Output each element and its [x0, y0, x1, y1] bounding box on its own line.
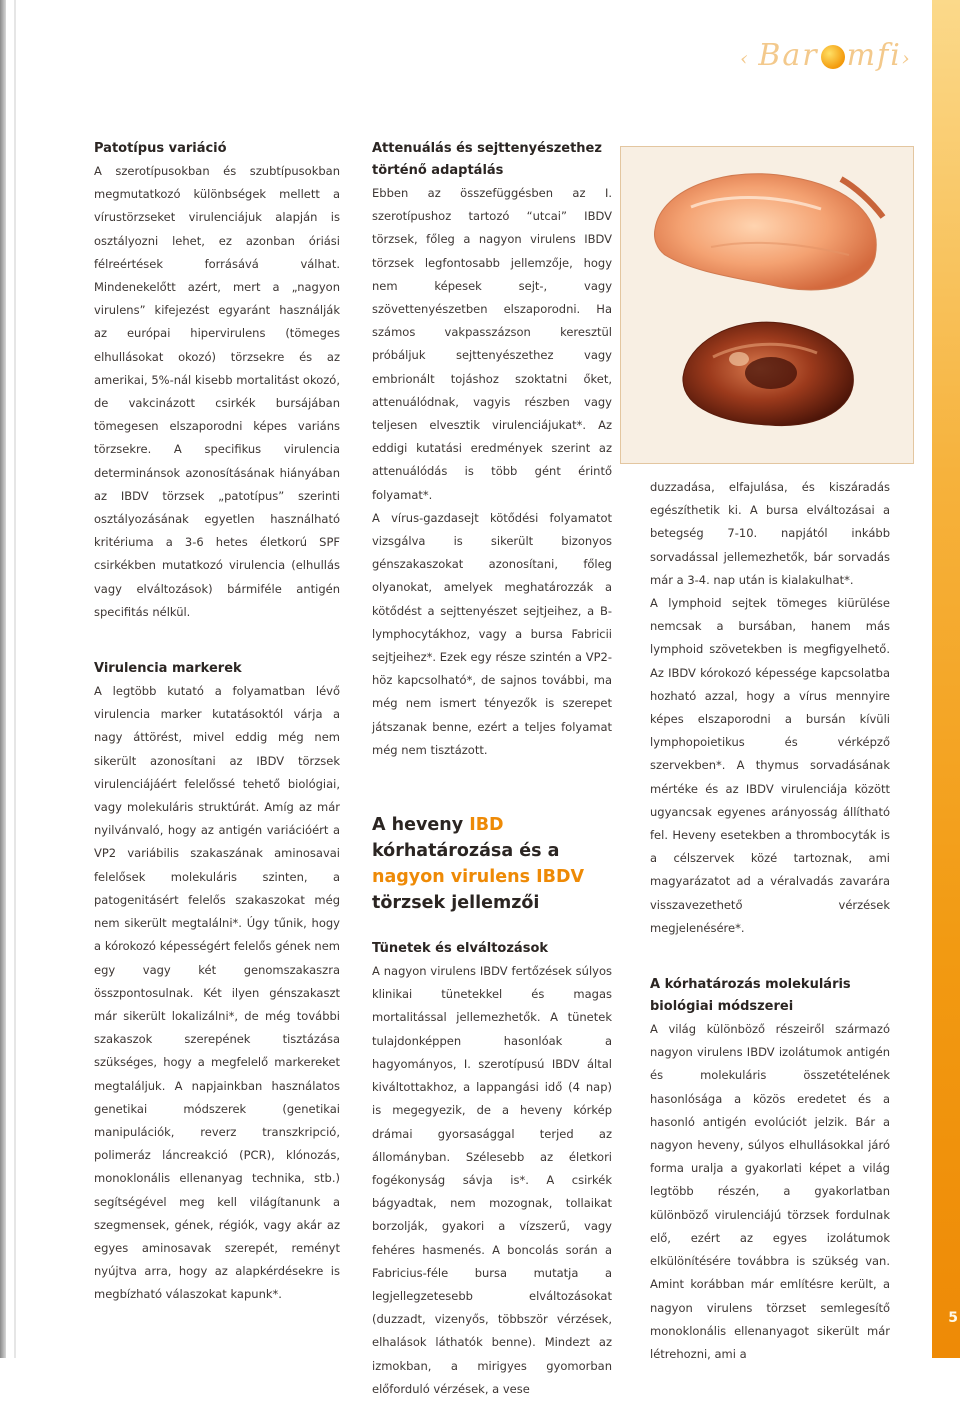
heading-patotipus: Patotípus variáció: [94, 141, 227, 156]
spacer: [94, 624, 340, 658]
paragraph-lymphoid: A lymphoid sejtek tömeges kiürülése nemcsak a bursában, hanem más lymphoid szövetekben is megfigyelhető. Az IBDV kórokozó képessége kapcsolatba hozható azzal, hogy a vírus mennyire képes elszaporodni a bursán kívüli lymphopoietikus és vérképző szervekben*. A thymus sorvadásának mértéke és az IBDV virulenciája között ugyancsak egyenes arányosság állítható fel. Heveny esetekben a thrombocyták is a célszervek közé tartoznak, ami magyarázatot ad a véralvadás zavarára visszavezethető vérzések megjelenésére*.: [650, 596, 890, 935]
heading-virulencia-markerek: Virulencia markerek: [94, 661, 242, 677]
paragraph-virulencia-markerek: A legtöbb kutató a folyamatban lévő virulencia marker kutatásoktól várja a nagy áttörést, mivel eddig még nem sikerült azonosítani az IBDV törzsek virulenciájáért felelőssé tehető biológiai, vagy molekuláris struktúrát. Amíg az már nyilvánvaló, hogy az antigén variációért a VP2 variábilis szakaszának aminosavai felelősek molekuláris szinten, a patogenitásért felelős szakaszokat még nem sikerült megtalálni*. Úgy tűnik, hogy a kórokozó képességért felelős gének nem egy vagy két genomszakaszra összpontosulnak. Két ilyen génszakaszt már sikerült lokalizálni*, de még további szakaszok szerepének tisztázása szükséges, hogy a megfelelő markereket megtaláljuk. A napjainkban használatos genetikai módszerek (genetikai manipulációk, reverz transzkripció, polimeráz láncreakció (PCR), klónozás, monoklonális ellenanyag technika, stb.) segítségével meg kell világítanunk a szegmensek, gének, régiók, vagy akár az egyes aminosavak szerepét, reményt nyújtva arra, hogy az alapkérdésekre is megbízható válaszokat kapunk*.: [94, 684, 340, 1302]
title-highlight-ibd: IBD: [469, 815, 504, 836]
brand-logo: [740, 38, 920, 88]
heading-molekularis: A kórhatározás molekuláris biológiai módszerei: [650, 977, 851, 1015]
logo-dot-icon: [821, 45, 845, 69]
title-part: A heveny: [372, 815, 470, 836]
column-left: [94, 138, 340, 1307]
section-title-heveny-ibd: [372, 812, 612, 916]
logo-text-part2: mfi: [846, 38, 902, 73]
paragraph-duzzadasa: duzzadása, elfajulása, és kiszáradás egészíthetik ki. A bursa elváltozásai a betegség 7-10. napjától inkább sorvadással jellemezhetők, bár sorvadás már a 3-4. nap után is kialakulhat*.: [650, 480, 890, 587]
page-edge-shadow: [0, 0, 6, 1358]
bursa-photo-graphic: [621, 147, 913, 463]
orange-side-strip: [932, 0, 960, 1358]
heading-attenualas: Attenuálás és sejttenyészethez történő adaptálás: [372, 141, 602, 178]
spacer: [372, 916, 612, 938]
spacer: [372, 762, 612, 812]
title-part: kórhatározása és a: [372, 841, 560, 862]
logo-text-part1: Bar: [758, 38, 819, 73]
column-middle: [372, 138, 612, 1401]
paragraph-attenualas-1: Ebben az összefüggésben az I. szerotípushoz tartozó “utcai” IBDV törzsek, főleg a nagyon virulens IBDV törzsek legfontosabb jellemzője, hogy nem képesek sejt-, vagy szövettenyészetben elszaporodni. Ha számos vakpasszázson keresztül próbáljuk sejttenyészethez vagy embrionált tojáshoz szoktatni őket, attenuálódnak, vagyis részben vagy teljesen elvesztik virulenciájukat*. Az eddigi kutatási eredmények szerint az attenuálódás is több gént érintő folyamat*.: [372, 186, 612, 502]
paragraph-patotipus: A szerotípusokban és szubtípusokban megmutatkozó különbségek mellett a vírustörzseket virulenciájuk alapján is osztályozni lehet, ez azonban óriási félreértések forrásává válhat. Mindenekelőtt azért, mert a „nagyon virulens” kifejezést egyaránt használják az európai hipervirulens (tömeges elhullásokat okozó) törzsekre és az amerikai, 5%-nál kisebb mortalitást okozó, de vakcinázott csirkék bursájában tömegesen elszaporodni képes variáns törzsekre. A specifikus virulencia determinánsok azonosításának hiányában az IBDV törzsek „patotípus” szerinti osztályozásának egyetlen használható kritériuma a 3-6 hetes életkorú SPF csirkékben mutatkozó virulencia (elhullás vagy elváltozások) bármiféle antigén specifitás nélkül.: [94, 164, 340, 619]
logo-mark-right: ›: [901, 46, 912, 70]
page-number: 5: [948, 1310, 958, 1326]
paragraph-tunetek: A nagyon virulens IBDV fertőzések súlyos klinikai tünetekkel és magas mortalitással jellemezhetők. A tünetek tulajdonképpen hasonlóak a hagyományos, I. szerotípusú IBDV által kiváltottakhoz, a lappangási idő (4 nap) is megegyezik, de a heveny kórkép drámai gyorsasággal terjed az állományban. Szélesebb az életkori fogékonyság sávja is*. A csirkék bágyadtak, nem mozognak, tollaikat borzolják, gyakori a vízszerű, vagy fehéres hasmenés. A boncolás során a Fabricius-féle bursa mutatja a legjellegzetesebb elváltozásokat (duzzadt, vizenyős, többször vérzések, elhalások láthatók benne). Mindezt az izmokban, a mirigyes gyomorban előforduló vérzések, a vese: [372, 964, 612, 1396]
title-highlight-nv-ibdv: nagyon virulens IBDV: [372, 867, 585, 888]
title-part: törzsek jellemzői: [372, 893, 540, 914]
paragraph-attenualas-2: A vírus-gazdasejt kötődési folyamatot vizsgálva is sikerült bizonyos génszakaszokat azonosítani, főleg olyanokat, amelyek meghatározzák a kötődést a sejttenyészet sejtjeihez, a B- lymphocytákhoz, vagy a bursa Fabricii sejtjeihez*. Ezek egy része szintén a VP2-höz kapcsolható*, de sajnos további, ma még nem ismert tényezők is szerepet játszanak benne, ezért a teljes folyamat még nem tisztázott.: [372, 510, 612, 757]
logo-mark: ‹: [740, 46, 759, 70]
spacer: [650, 940, 890, 974]
heading-tunetek: Tünetek és elváltozások: [372, 941, 549, 957]
bursa-photo: [620, 146, 914, 464]
page-edge-line: [14, 0, 16, 1358]
column-right: [650, 476, 890, 1366]
paragraph-molekularis: A világ különböző részeiről származó nagyon virulens IBDV izolátumok antigén és molekuláris összetételének hasonlósága a közös eredetet és a hasonló antigén evolúciót jelzik. Bár a nagyon heveny, súlyos elhullásokkal járó forma uralja a gyakorlati képet a világ legtöbb részén, a gyakorlatban különböző virulenciájú törzsek fordulnak elő, ezért az egyes izolátumok elkülönítésére továbbra is szükség van. Amint korábban már említésre került, a nagyon virulens törzset semlegesítő monoklonális ellenanyagot sikerült már létrehozni, ami a: [650, 1022, 890, 1361]
